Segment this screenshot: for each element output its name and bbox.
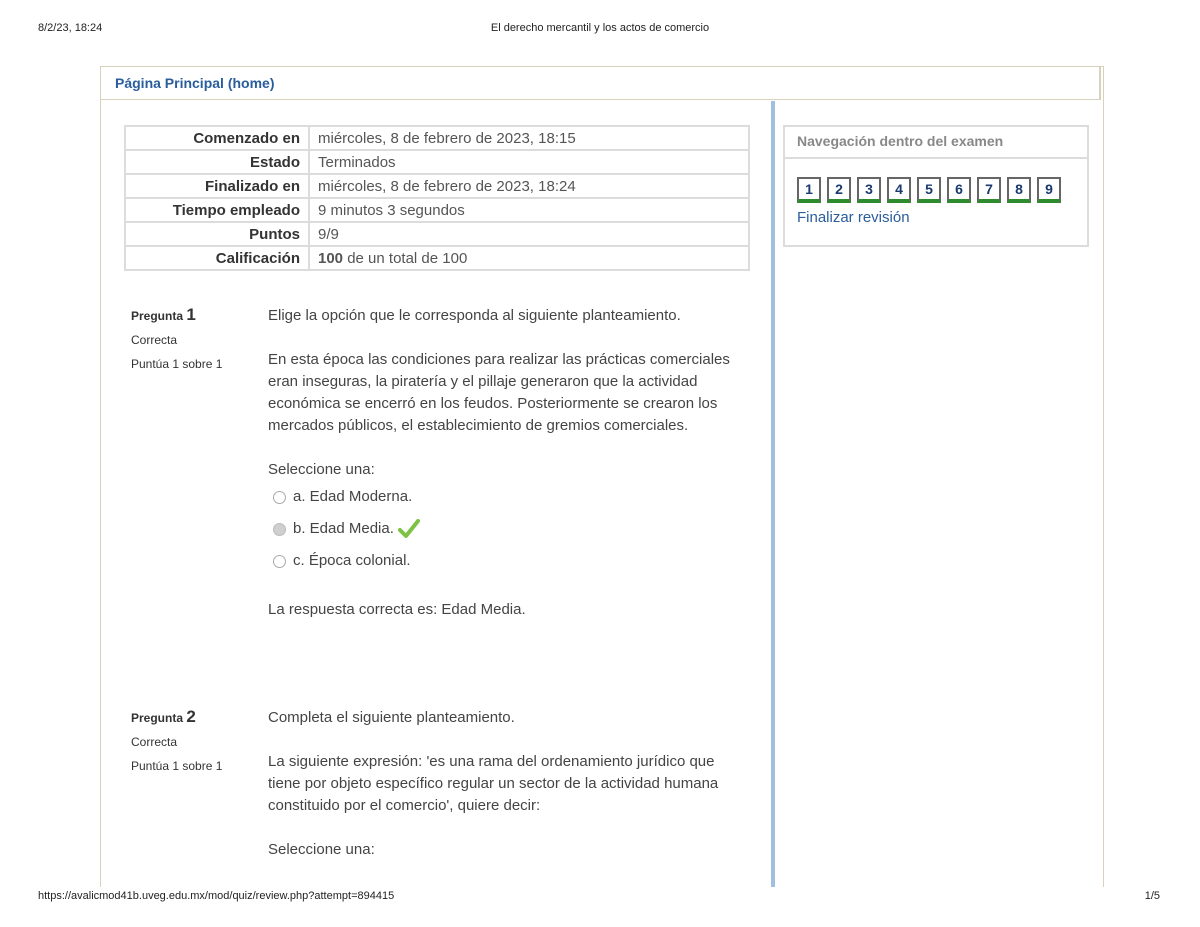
summary-label: Comenzado en — [125, 126, 309, 150]
question-text: La siguiente expresión: 'es una rama del ordenamiento jurídico que tiene por objeto específico regular un sector de la actividad humana constituido por el comercio', quiere decir: — [268, 753, 719, 814]
radio-button-checked[interactable] — [273, 523, 286, 536]
summary-label: Finalizado en — [125, 174, 309, 198]
summary-value: 9 minutos 3 segundos — [309, 198, 749, 222]
column-divider — [771, 101, 775, 887]
answer-label: c. Época colonial. — [293, 552, 411, 569]
question-label: Pregunta — [131, 309, 184, 323]
summary-row — [125, 246, 749, 270]
question-button-2[interactable]: 2 — [827, 177, 851, 203]
summary-value: 9/9 — [309, 222, 749, 246]
select-label: Seleccione una: — [268, 841, 375, 858]
select-label: Seleccione una: — [268, 461, 375, 478]
question-button-8[interactable]: 8 — [1007, 177, 1031, 203]
question-button-group — [797, 177, 1061, 203]
question-label: Pregunta — [131, 711, 184, 725]
summary-label: Tiempo empleado — [125, 198, 309, 222]
summary-value: miércoles, 8 de febrero de 2023, 18:24 — [309, 174, 749, 198]
summary-label: Estado — [125, 150, 309, 174]
summary-row — [125, 198, 749, 222]
question-button-6[interactable]: 6 — [947, 177, 971, 203]
summary-label: Puntos — [125, 222, 309, 246]
answer-label: a. Edad Moderna. — [293, 488, 413, 505]
summary-row — [125, 150, 749, 174]
question-grade: Puntúa 1 sobre 1 — [131, 357, 223, 371]
home-link[interactable]: Página Principal (home) — [115, 75, 275, 91]
question-text: En esta época las condiciones para realizar las prácticas comerciales eran inseguras, la piratería y el pillaje generaron que la actividad económica se encerró en los feudos. Posteriormente se crearon los mercados públicos, el establecimiento de gremios comerciales. — [268, 351, 730, 434]
question-feedback: La respuesta correcta es: Edad Media. — [268, 601, 526, 618]
question-content — [268, 707, 738, 861]
grade-value: 100 — [318, 249, 344, 267]
finish-review-link[interactable]: Finalizar revisión — [797, 209, 910, 226]
answer-option[interactable] — [268, 481, 738, 513]
radio-button[interactable] — [273, 555, 286, 568]
answer-option[interactable] — [268, 545, 738, 577]
question-num: 2 — [186, 707, 196, 726]
answer-option-selected[interactable] — [268, 513, 738, 545]
print-date: 8/2/23, 18:24 — [38, 22, 103, 34]
question-num: 1 — [186, 305, 196, 324]
question-grade: Puntúa 1 sobre 1 — [131, 759, 223, 773]
answer-label: b. Edad Media. — [293, 520, 394, 537]
summary-value: Terminados — [309, 150, 749, 174]
question-info — [131, 305, 261, 371]
quiz-navigation — [783, 125, 1089, 247]
question-button-3[interactable]: 3 — [857, 177, 881, 203]
print-header — [0, 22, 1200, 38]
question-content — [268, 305, 738, 643]
question-info — [131, 707, 261, 773]
summary-row — [125, 126, 749, 150]
print-title: El derecho mercantil y los actos de comercio — [490, 22, 710, 34]
summary-row — [125, 174, 749, 198]
grade-total: de un total de 100 — [343, 249, 468, 267]
summary-value: miércoles, 8 de febrero de 2023, 18:15 — [309, 126, 749, 150]
page-frame — [100, 66, 1104, 887]
print-url: https://avalicmod41b.uveg.edu.mx/mod/quiz/review.php?attempt=894415 — [38, 890, 395, 902]
question-number — [131, 305, 261, 325]
question-button-5[interactable]: 5 — [917, 177, 941, 203]
summary-value — [309, 246, 749, 270]
question-number — [131, 707, 261, 727]
print-page-number: 1/5 — [1144, 890, 1160, 902]
question-button-4[interactable]: 4 — [887, 177, 911, 203]
question-state: Correcta — [131, 735, 178, 749]
summary-row — [125, 222, 749, 246]
attempt-summary-table — [124, 125, 750, 271]
question-button-1[interactable]: 1 — [797, 177, 821, 203]
summary-label: Calificación — [125, 246, 309, 270]
question-button-9[interactable]: 9 — [1037, 177, 1061, 203]
radio-button[interactable] — [273, 491, 286, 504]
quiz-navigation-title: Navegación dentro del examen — [785, 127, 1087, 159]
question-button-7[interactable]: 7 — [977, 177, 1001, 203]
question-state: Correcta — [131, 333, 178, 347]
breadcrumb — [101, 67, 1101, 100]
question-prompt: Completa el siguiente planteamiento. — [268, 709, 515, 726]
question-prompt: Elige la opción que le corresponda al siguiente planteamiento. — [268, 307, 681, 324]
correct-check-icon — [398, 519, 420, 539]
